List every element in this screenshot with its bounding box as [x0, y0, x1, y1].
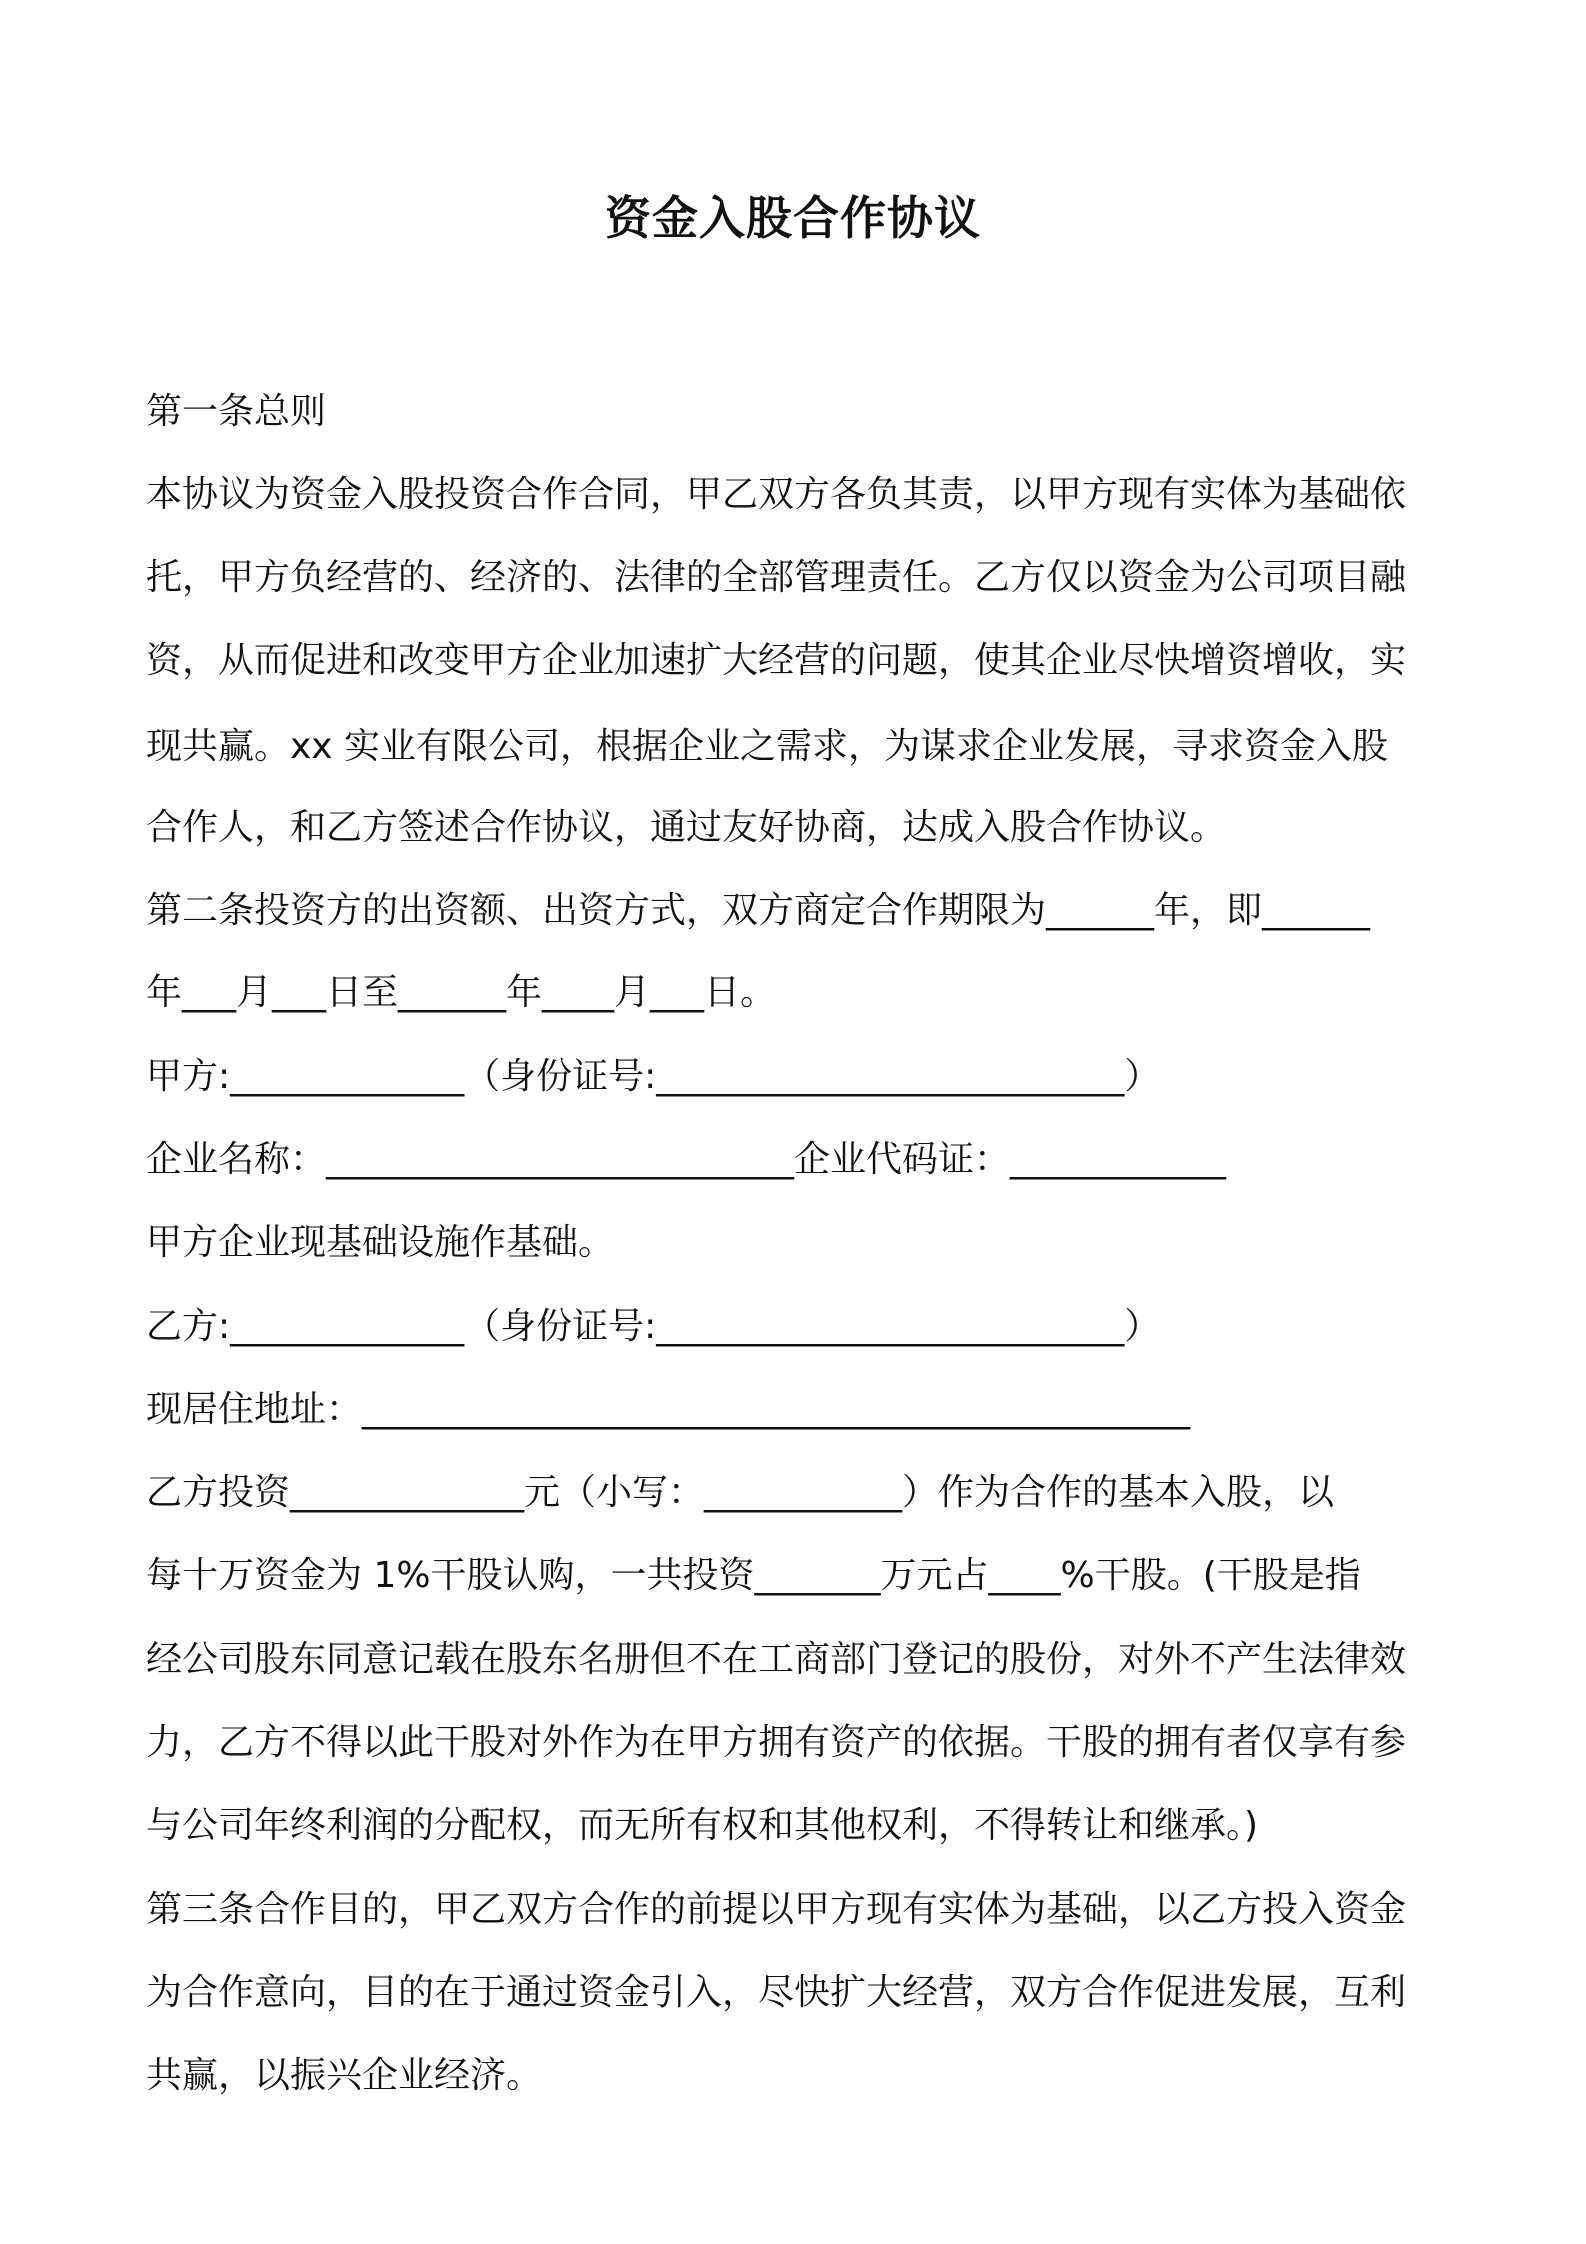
- paragraph-line: 合作人，和乙方签述合作协议，通过友好协商，达成入股合作协议。: [146, 807, 1227, 848]
- address-line: 现居住地址：______________________________________________: [146, 1389, 1191, 1430]
- paragraph-line: 经公司股东同意记载在股东名册但不在工商部门登记的股份，对外不产生法律效: [146, 1639, 1407, 1680]
- paragraph-line: 与公司年终利润的分配权，而无所有权和其他权利，不得转让和继承。): [146, 1805, 1259, 1846]
- company-line: 企业名称：__________________________企业代码证：____________: [146, 1139, 1227, 1180]
- paragraph-line: 甲方企业现基础设施作基础。: [146, 1222, 615, 1263]
- paragraph-line: 共赢，以振兴企业经济。: [146, 2055, 543, 2096]
- paragraph-line: 每十万资金为 1%干股认购，一共投资_______万元占____%干股。(干股是指: [146, 1555, 1361, 1596]
- document-title: 资金入股合作协议: [605, 191, 981, 245]
- investment-line: 乙方投资_____________元（小写：___________）作为合作的基本入股，以: [146, 1472, 1335, 1513]
- date-fill-line: 年___月___日至______年____月___日。: [146, 972, 777, 1013]
- party-a-line: 甲方:_____________（身份证号:__________________________）: [146, 1056, 1161, 1097]
- paragraph-line: 托，甲方负经营的、经济的、法律的全部管理责任。乙方仅以资金为公司项目融: [146, 557, 1407, 598]
- section-2-line: 第二条投资方的出资额、出资方式，双方商定合作期限为______年，即______: [146, 890, 1371, 931]
- section-1-heading: 第一条总则: [146, 391, 327, 432]
- party-b-line: 乙方:_____________（身份证号:__________________________）: [146, 1306, 1161, 1347]
- paragraph-line: 现共赢。xx 实业有限公司，根据企业之需求，为谋求企业发展，寻求资金入股: [146, 726, 1389, 767]
- paragraph-line: 本协议为资金入股投资合作合同，甲乙双方各负其责，以甲方现有实体为基础依: [146, 474, 1407, 515]
- paragraph-line: 力，乙方不得以此干股对外作为在甲方拥有资产的依据。干股的拥有者仅享有参: [146, 1722, 1407, 1763]
- section-3-line: 第三条合作目的，甲乙双方合作的前提以甲方现有实体为基础，以乙方投入资金: [146, 1889, 1407, 1930]
- paragraph-line: 为合作意向，目的在于通过资金引入，尽快扩大经营，双方合作促进发展，互利: [146, 1972, 1407, 2013]
- paragraph-line: 资，从而促进和改变甲方企业加速扩大经营的问题，使其企业尽快增资增收，实: [146, 640, 1407, 681]
